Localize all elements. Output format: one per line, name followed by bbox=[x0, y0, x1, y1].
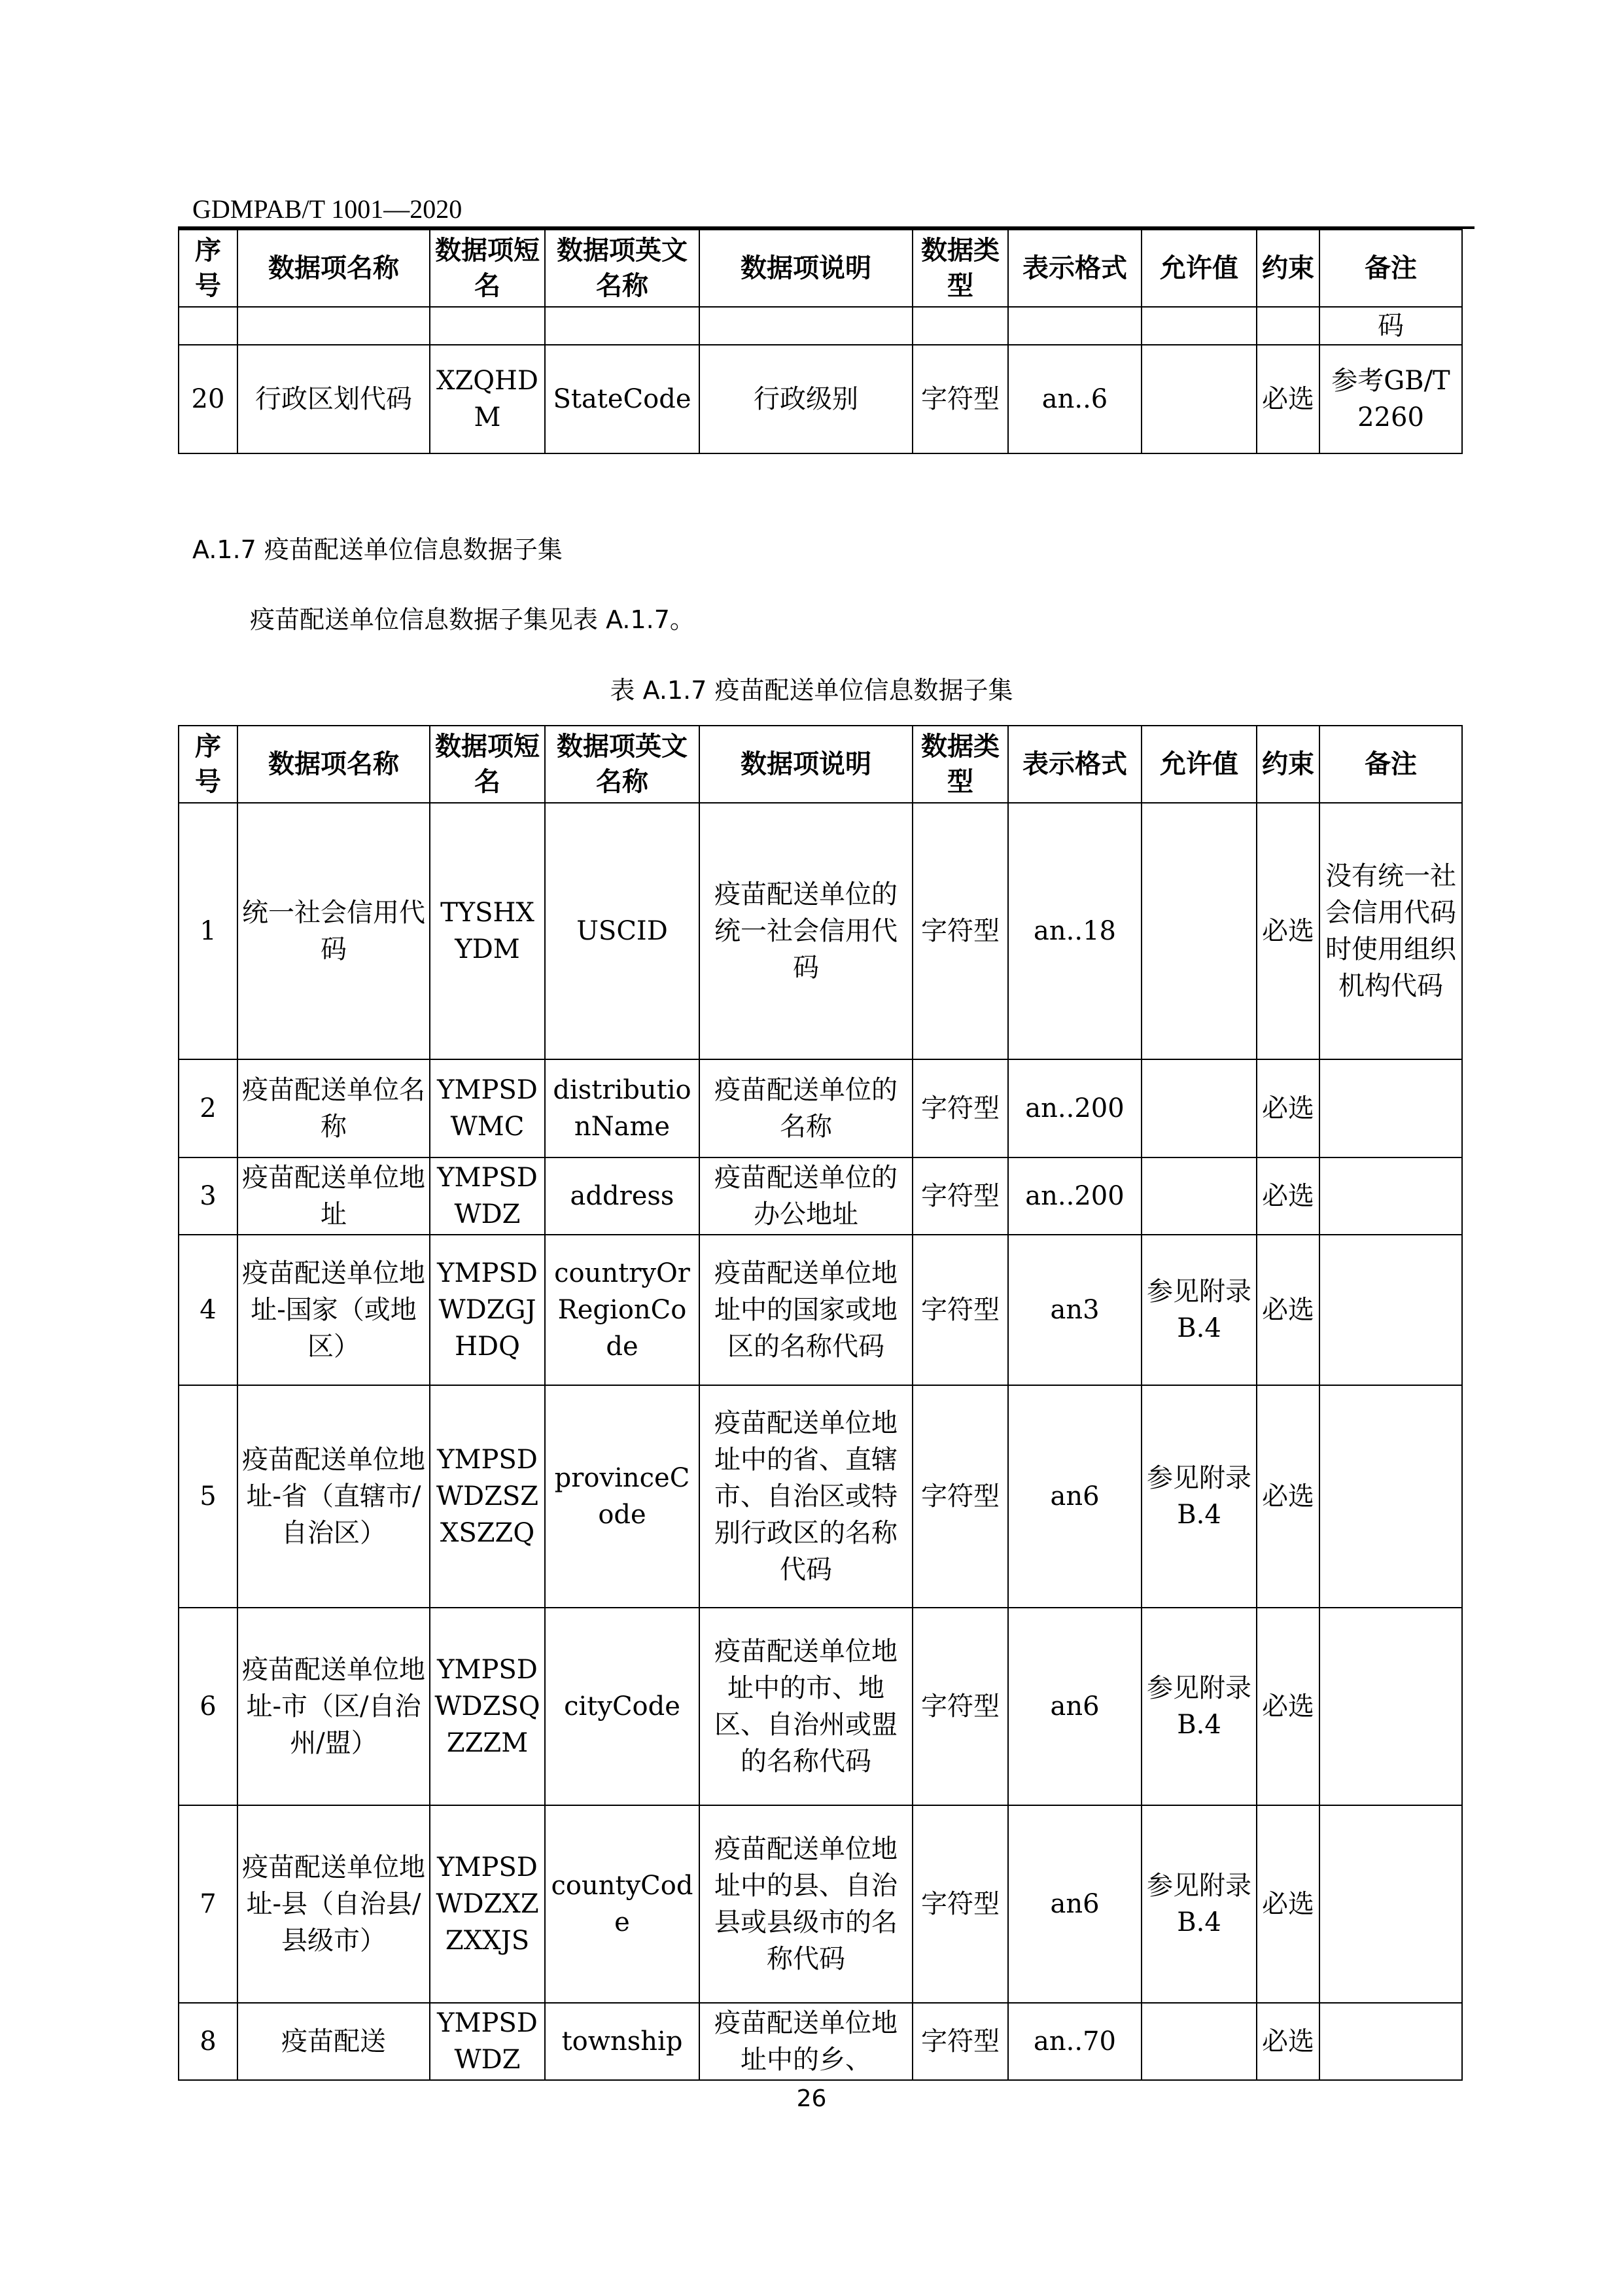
table-cell: 必选 bbox=[1257, 1385, 1319, 1608]
col-header-index: 序号 bbox=[179, 726, 237, 803]
table-cell: 疫苗配送单位的办公地址 bbox=[699, 1157, 913, 1235]
table-cell: 字符型 bbox=[913, 1608, 1008, 1805]
table-cell: 参见附录 B.4 bbox=[1142, 1608, 1257, 1805]
table-cell: 8 bbox=[179, 2003, 237, 2080]
col-header-data-type: 数据类型 bbox=[913, 230, 1008, 307]
table-cell: 参考GB/T 2260 bbox=[1319, 345, 1462, 453]
table-cell: 疫苗配送单位地址-市（区/自治州/盟） bbox=[237, 1608, 430, 1805]
table-cell: 疫苗配送单位地址中的乡、 bbox=[699, 2003, 913, 2080]
table-cell: 行政区划代码 bbox=[237, 345, 430, 453]
table-cell: 必选 bbox=[1257, 2003, 1319, 2080]
table-cell: 参见附录 B.4 bbox=[1142, 1805, 1257, 2003]
table-cell: 必选 bbox=[1257, 1805, 1319, 2003]
table-cell: 必选 bbox=[1257, 1157, 1319, 1235]
table-row bbox=[179, 803, 1462, 1059]
distribution-unit-table bbox=[178, 725, 1463, 2081]
table-cell bbox=[1142, 1059, 1257, 1157]
table-cell: township bbox=[545, 2003, 699, 2080]
table-cell: 参见附录 B.4 bbox=[1142, 1235, 1257, 1385]
table-cell bbox=[545, 307, 699, 345]
table-cell: YMPSDWDZ bbox=[430, 1157, 545, 1235]
table-cell: YMPSDWDZXZZXXJS bbox=[430, 1805, 545, 2003]
col-header-remarks: 备注 bbox=[1319, 230, 1462, 307]
table-cell: 疫苗配送单位地址-省（直辖市/自治区） bbox=[237, 1385, 430, 1608]
table-cell: 必选 bbox=[1257, 345, 1319, 453]
table-row bbox=[179, 1059, 1462, 1157]
col-header-format: 表示格式 bbox=[1008, 726, 1142, 803]
table-cell: 字符型 bbox=[913, 2003, 1008, 2080]
table-cell: 字符型 bbox=[913, 1805, 1008, 2003]
table-cell: 4 bbox=[179, 1235, 237, 1385]
table-cell bbox=[1319, 1805, 1462, 2003]
section-heading: A.1.7 疫苗配送单位信息数据子集 bbox=[192, 535, 563, 564]
col-header-short-name: 数据项短名 bbox=[430, 726, 545, 803]
table-cell: 疫苗配送单位地址-县（自治县/县级市） bbox=[237, 1805, 430, 2003]
table-cell: 字符型 bbox=[913, 1385, 1008, 1608]
table-cell bbox=[179, 307, 237, 345]
table-cell: an3 bbox=[1008, 1235, 1142, 1385]
col-header-constraint: 约束 bbox=[1257, 230, 1319, 307]
table-cell: an..18 bbox=[1008, 803, 1142, 1059]
document-code: GDMPAB/T 1001—2020 bbox=[192, 194, 462, 224]
table-cell: 必选 bbox=[1257, 1608, 1319, 1805]
table-cell: an6 bbox=[1008, 1805, 1142, 2003]
table-cell: distributionName bbox=[545, 1059, 699, 1157]
table-row bbox=[179, 2003, 1462, 2080]
table-cell: 必选 bbox=[1257, 803, 1319, 1059]
table-row bbox=[179, 1608, 1462, 1805]
table-cell: 行政级别 bbox=[699, 345, 913, 453]
table-cell: XZQHDM bbox=[430, 345, 545, 453]
table-cell: an..70 bbox=[1008, 2003, 1142, 2080]
table-cell: 疫苗配送单位的统一社会信用代码 bbox=[699, 803, 913, 1059]
table-cell: YMPSDWDZSQZZZM bbox=[430, 1608, 545, 1805]
table-cell: an..200 bbox=[1008, 1059, 1142, 1157]
table-header-row bbox=[179, 230, 1462, 307]
table-cell: YMPSDWDZGJHDQ bbox=[430, 1235, 545, 1385]
table-cell: an..6 bbox=[1008, 345, 1142, 453]
table-caption: 表 A.1.7 疫苗配送单位信息数据子集 bbox=[610, 676, 1013, 705]
table-cell: 1 bbox=[179, 803, 237, 1059]
table-cell bbox=[1319, 1608, 1462, 1805]
table-row bbox=[179, 1385, 1462, 1608]
col-header-index: 序号 bbox=[179, 230, 237, 307]
table-cell: 疫苗配送单位的名称 bbox=[699, 1059, 913, 1157]
table-cell: 2 bbox=[179, 1059, 237, 1157]
table-cell: address bbox=[545, 1157, 699, 1235]
table-cell: 3 bbox=[179, 1157, 237, 1235]
table-cell bbox=[1142, 1157, 1257, 1235]
col-header-description: 数据项说明 bbox=[699, 726, 913, 803]
col-header-english-name: 数据项英文名称 bbox=[545, 726, 699, 803]
col-header-description: 数据项说明 bbox=[699, 230, 913, 307]
table-row bbox=[179, 1805, 1462, 2003]
table-cell: 参见附录 B.4 bbox=[1142, 1385, 1257, 1608]
table-cell: YMPSDWDZSZXSZZQ bbox=[430, 1385, 545, 1608]
table-cell bbox=[1319, 1385, 1462, 1608]
table-cell bbox=[699, 307, 913, 345]
table-row bbox=[179, 307, 1462, 345]
col-header-remarks: 备注 bbox=[1319, 726, 1462, 803]
table-cell bbox=[1142, 803, 1257, 1059]
section-paragraph: 疫苗配送单位信息数据子集见表 A.1.7。 bbox=[250, 605, 695, 634]
table-cell: provinceCode bbox=[545, 1385, 699, 1608]
continuation-table bbox=[178, 229, 1463, 454]
table-cell bbox=[1008, 307, 1142, 345]
col-header-allowed-values: 允许值 bbox=[1142, 230, 1257, 307]
table-cell bbox=[1257, 307, 1319, 345]
table-cell: countryOrRegionCode bbox=[545, 1235, 699, 1385]
table-cell: 6 bbox=[179, 1608, 237, 1805]
table-row bbox=[179, 1235, 1462, 1385]
table-cell: 疫苗配送单位地址-国家（或地区） bbox=[237, 1235, 430, 1385]
table-cell: 疫苗配送单位地址中的县、自治县或县级市的名称代码 bbox=[699, 1805, 913, 2003]
table-cell: YMPSDWDZ bbox=[430, 2003, 545, 2080]
col-header-allowed-values: 允许值 bbox=[1142, 726, 1257, 803]
table-cell: YMPSDWMC bbox=[430, 1059, 545, 1157]
table-cell bbox=[1319, 1157, 1462, 1235]
table-cell: 7 bbox=[179, 1805, 237, 2003]
table-cell: 20 bbox=[179, 345, 237, 453]
table-cell: 疫苗配送 bbox=[237, 2003, 430, 2080]
table-cell: countyCode bbox=[545, 1805, 699, 2003]
col-header-data-type: 数据类型 bbox=[913, 726, 1008, 803]
table-cell: 疫苗配送单位地址中的国家或地区的名称代码 bbox=[699, 1235, 913, 1385]
table-row bbox=[179, 1157, 1462, 1235]
col-header-format: 表示格式 bbox=[1008, 230, 1142, 307]
table-cell: 字符型 bbox=[913, 1059, 1008, 1157]
col-header-name: 数据项名称 bbox=[237, 726, 430, 803]
table-cell: 码 bbox=[1319, 307, 1462, 345]
table-cell: 字符型 bbox=[913, 803, 1008, 1059]
table-cell: 疫苗配送单位地址中的市、地区、自治州或盟的名称代码 bbox=[699, 1608, 913, 1805]
table-cell: 必选 bbox=[1257, 1059, 1319, 1157]
col-header-name: 数据项名称 bbox=[237, 230, 430, 307]
table-cell bbox=[1319, 1235, 1462, 1385]
table-cell: 统一社会信用代码 bbox=[237, 803, 430, 1059]
table-cell: 字符型 bbox=[913, 1157, 1008, 1235]
table-cell: 没有统一社会信用代码时使用组织机构代码 bbox=[1319, 803, 1462, 1059]
table-cell: 疫苗配送单位地址中的省、直辖市、自治区或特别行政区的名称代码 bbox=[699, 1385, 913, 1608]
table-cell bbox=[1319, 1059, 1462, 1157]
table-cell: 字符型 bbox=[913, 345, 1008, 453]
table-cell bbox=[1142, 307, 1257, 345]
table-cell: 5 bbox=[179, 1385, 237, 1608]
table-cell: TYSHXYDM bbox=[430, 803, 545, 1059]
col-header-english-name: 数据项英文名称 bbox=[545, 230, 699, 307]
table-cell: 疫苗配送单位名称 bbox=[237, 1059, 430, 1157]
table-row bbox=[179, 345, 1462, 453]
table-cell: 必选 bbox=[1257, 1235, 1319, 1385]
page-number: 26 bbox=[796, 2085, 827, 2112]
table-cell: an..200 bbox=[1008, 1157, 1142, 1235]
table-cell bbox=[430, 307, 545, 345]
table-cell bbox=[1142, 345, 1257, 453]
table-cell bbox=[237, 307, 430, 345]
col-header-constraint: 约束 bbox=[1257, 726, 1319, 803]
table-cell bbox=[1319, 2003, 1462, 2080]
table-cell bbox=[1142, 2003, 1257, 2080]
col-header-short-name: 数据项短名 bbox=[430, 230, 545, 307]
table-cell: an6 bbox=[1008, 1608, 1142, 1805]
table-cell: StateCode bbox=[545, 345, 699, 453]
table-cell bbox=[913, 307, 1008, 345]
table-cell: cityCode bbox=[545, 1608, 699, 1805]
table-cell: USCID bbox=[545, 803, 699, 1059]
table-cell: 疫苗配送单位地址 bbox=[237, 1157, 430, 1235]
table-header-row bbox=[179, 726, 1462, 803]
table-cell: 字符型 bbox=[913, 1235, 1008, 1385]
table-cell: an6 bbox=[1008, 1385, 1142, 1608]
